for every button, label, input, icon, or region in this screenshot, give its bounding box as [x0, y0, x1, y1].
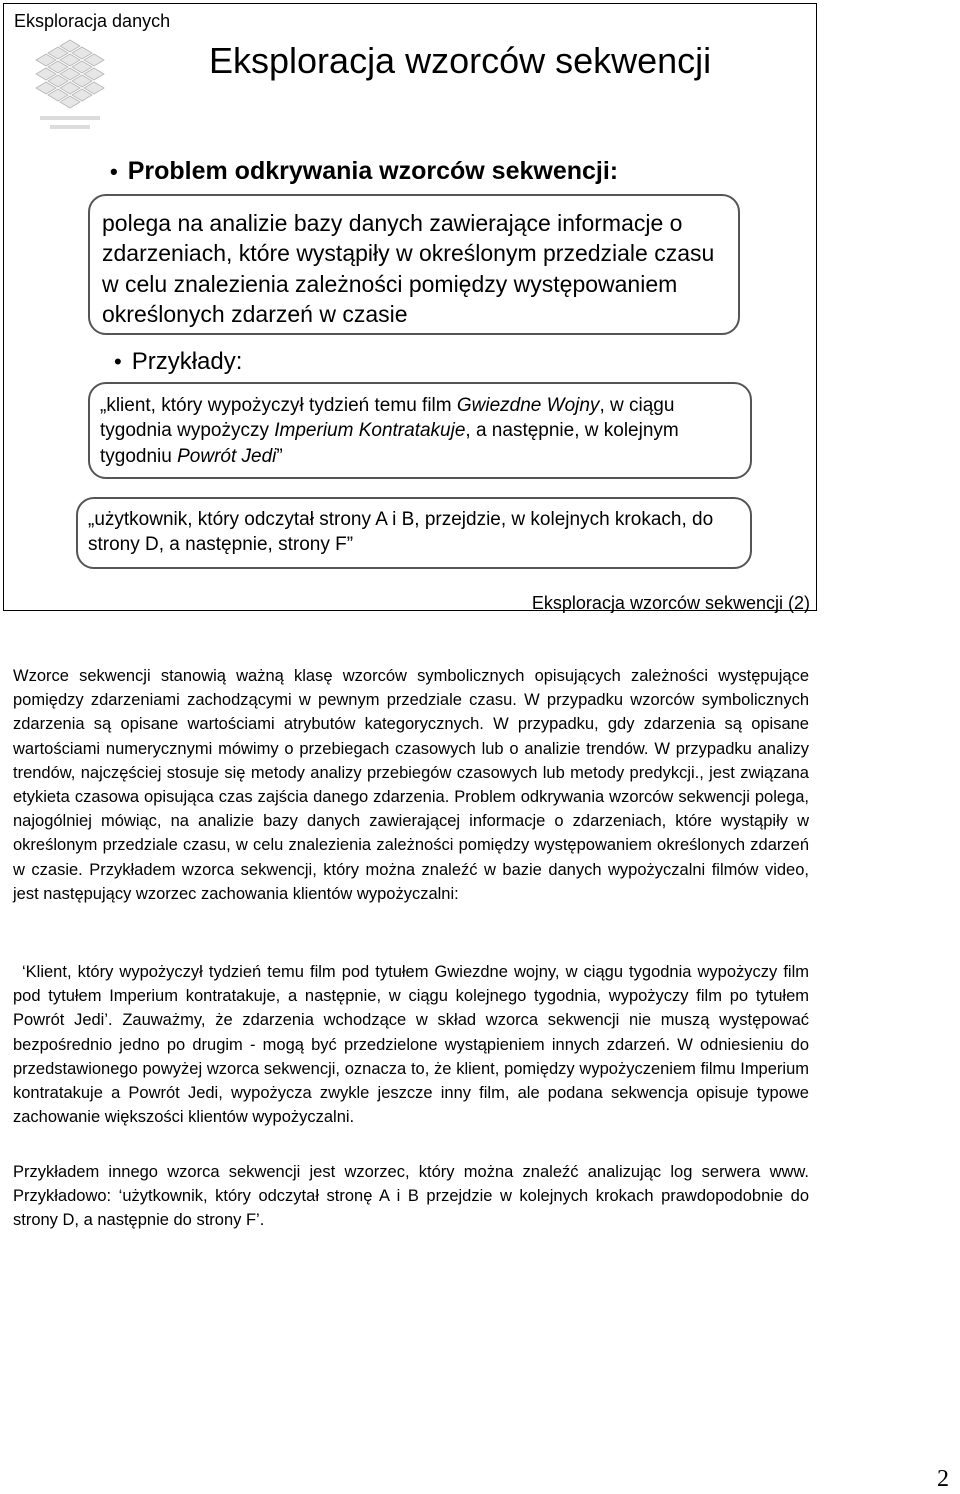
slide-title: Eksploracja wzorców sekwencji: [209, 40, 712, 81]
example-1-title: Gwiezdne Wojny: [456, 395, 600, 416]
example-1-title: Imperium Kontratakuje: [274, 420, 466, 442]
example-1-title: Powrót Jedi: [177, 445, 277, 467]
heading-text: Problem odkrywania wzorców sekwencji:: [127, 157, 619, 185]
body-paragraph-3: Przykładem innego wzorca sekwencji jest wzorzec, który można znaleźć analizując log serwera www. Przykładowo: ‘użytkownik, który odczytał stronę A i B przejdzie w kolejnych krokach prawdopodobnie do strony D, a następnie do strony F’.: [13, 1163, 809, 1230]
example-box-2: [76, 497, 752, 569]
example-2-text: „użytkownik, który odczytał strony A i B, przejdzie, w kolejnych krokach, do strony D, a następnie, strony F”: [88, 509, 714, 556]
examples-bullet: [114, 348, 242, 376]
page-number: 2: [937, 1466, 949, 1492]
bullet-icon: •: [114, 349, 122, 374]
bullet-icon: •: [110, 159, 118, 184]
institute-logo-icon: [32, 32, 108, 136]
body-paragraph-1: Wzorce sekwencji stanowią ważną klasę wzorców symbolicznych opisujących zależności występujące pomiędzy zdarzeniami zachodzącymi w pewnym przedziale czasu. W przypadku wzorców symbolicznych zdarzenia są opisane wartościami atrybutów kategorycznych. W przypadku, gdy zdarzenia są opisane wartościami numerycznymi mówimy o przebiegach czasowych lub o analizie trendów. W przypadku analizy trendów, najczęściej stosuje się metody analizy przebiegów czasowych lub metody predykcji., jest związana etykieta czasowa opisująca czas zajścia danego zdarzenia. Problem odkrywania wzorców sekwencji polega, najogólniej mówiąc, na analizie bazy danych zawierającej informacje o zdarzeniach, które wystąpiły w określonym przedziale czasu, w celu znalezienia zależności pomiędzy występowaniem określonych zdarzeń w czasie. Przykładem wzorca sekwencji, który można znaleźć w bazie danych wypożyczalni filmów video, jest następujący wzorzec zachowania klientów wypożyczalni:: [13, 667, 809, 903]
definition-box: [88, 194, 740, 335]
example-1-part: , a następnie, w kolejnym tygodniu: [100, 420, 679, 467]
example-1-part: ”: [276, 445, 283, 467]
course-label: Eksploracja danych: [14, 11, 171, 31]
examples-label: Przykłady:: [131, 348, 243, 375]
example-1-part: „klient, który wypożyczył tydzień temu film: [100, 395, 457, 416]
next-slide-label: Eksploracja wzorców sekwencji (2): [531, 593, 810, 613]
example-1-part: , w ciągu tygodnia wypożyczy: [100, 395, 675, 442]
heading-bullet: [110, 157, 618, 186]
slide-frame: [3, 3, 817, 611]
definition-text: polega na analizie bazy danych zawierające informacje o zdarzeniach, które wystąpiły w określonym przedziale czasu w celu znalezienia zależności pomiędzy występowaniem określonych zdarzeń w czasie: [102, 210, 715, 328]
example-box-1: [88, 382, 752, 479]
body-paragraph-2: ‘Klient, który wypożyczył tydzień temu film pod tytułem Gwiezdne wojny, w ciągu tygodnia wypożyczy film pod tytułem Imperium kontratakuje, a następnie, w ciągu kolejnego tygodnia, wypożyczy film po tytułem Powrót Jedi’. Zauważmy, że zdarzenia wchodzące w skład wzorca sekwencji nie muszą występować bezpośrednio jedno po drugim - mogą być przedzielone wystąpieniem innych zdarzeń. W odniesieniu do przedstawionego powyżej wzorca sekwencji, oznacza to, że klient, pomiędzy wypożyczeniem filmu Imperium kontratakuje a Powrót Jedi, wypożycza zwykle jeszcze inny film, ale podana sekwencja opisuje typowe zachowanie większości klientów wypożyczalni.: [13, 963, 809, 1127]
example-1-text: [100, 393, 740, 469]
